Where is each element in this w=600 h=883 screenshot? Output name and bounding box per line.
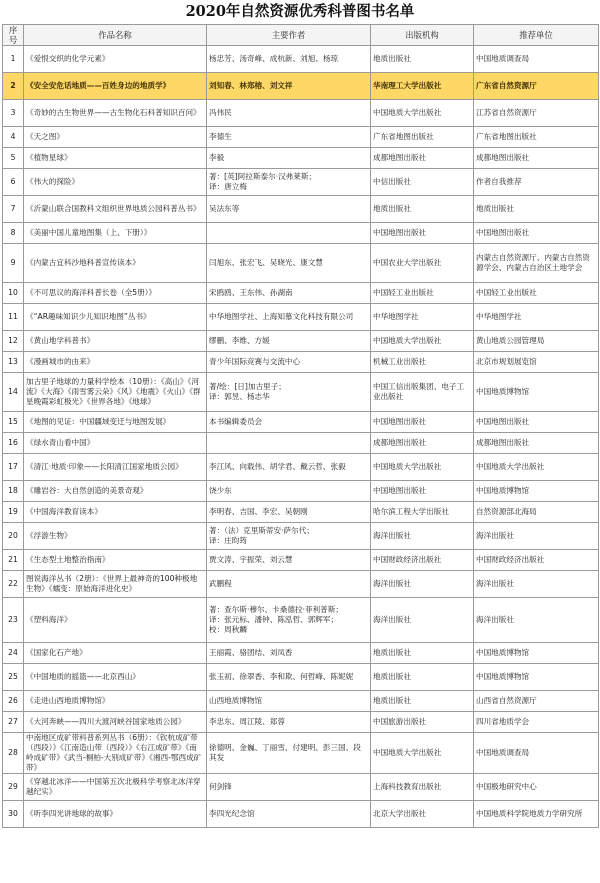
cell-recommender: 中国地质调查局 [474,46,599,73]
cell-publisher: 海洋出版社 [371,571,474,598]
table-row [3,502,599,523]
table-row [3,433,599,454]
cell-title: 《浮游生物》 [24,523,207,550]
cell-author: 吴法东等 [207,196,371,223]
cell-author: 著：查尔斯·穆尔、卡桑德拉·菲利普斯； 译：张元标、潘钟、陈泓哲、郭辉军； 校：周秋麟 [207,598,371,643]
table-row [3,331,599,352]
cell-author: 张玉初、徐翠香、李和欺、何哲峰、陈妮妮 [207,664,371,691]
cell-index: 3 [3,100,24,127]
cell-title: 图说海洋丛书（2册）：《世界上最神奇的100种极地生物》《蠕变：原始海洋进化史》 [24,571,207,598]
table-row [3,100,599,127]
cell-publisher: 中国财政经济出版社 [371,550,474,571]
cell-author: 中华地图学社、上海知慕文化科技有限公司 [207,304,371,331]
cell-author: 饶少东 [207,481,371,502]
cell-title: 《穿越北冰洋——中国第五次北极科学考察北冰洋穿越纪实》 [24,774,207,801]
cell-recommender: 中国地质博物馆 [474,643,599,664]
table-row [3,774,599,801]
cell-publisher: 机械工业出版社 [371,352,474,373]
cell-publisher: 地质出版社 [371,691,474,712]
table-row [3,571,599,598]
cell-publisher: 北京大学出版社 [371,801,474,828]
cell-recommender: 中国地质博物馆 [474,373,599,412]
table-row [3,46,599,73]
cell-title: 《漫画城市的由来》 [24,352,207,373]
table-row [3,244,599,283]
cell-author: 刘知春、林郑榕、刘文祥 [207,73,371,100]
cell-recommender: 中国地质大学出版社 [474,454,599,481]
cell-author [207,223,371,244]
cell-publisher: 中国轻工业出版社 [371,283,474,304]
cell-title: 《生态型土地整治指南》 [24,550,207,571]
cell-index: 4 [3,127,24,148]
cell-recommender: 四川省地质学会 [474,712,599,733]
table-row [3,304,599,331]
table-body [3,46,599,828]
cell-publisher: 海洋出版社 [371,598,474,643]
cell-publisher: 中国地质大学出版社 [371,331,474,352]
cell-recommender: 成都地图出版社 [474,148,599,169]
cell-index: 23 [3,598,24,643]
cell-author: 闫旭东、张宏飞、吴晓光、康文慧 [207,244,371,283]
cell-publisher: 海洋出版社 [371,523,474,550]
cell-title: 《植物星球》 [24,148,207,169]
cell-recommender: 中国地图出版社 [474,412,599,433]
table-row [3,223,599,244]
cell-author: 本书编辑委员会 [207,412,371,433]
cell-index: 6 [3,169,24,196]
cell-author [207,433,371,454]
cell-publisher: 中华地图学社 [371,304,474,331]
cell-publisher: 广东省地图出版社 [371,127,474,148]
cell-publisher: 成都地图出版社 [371,148,474,169]
table-row [3,196,599,223]
cell-recommender: 江苏省自然资源厅 [474,100,599,127]
cell-publisher: 中国地质大学出版社 [371,733,474,774]
table-row [3,712,599,733]
cell-index: 27 [3,712,24,733]
cell-index: 16 [3,433,24,454]
cell-author: 山西地质博物馆 [207,691,371,712]
cell-index: 24 [3,643,24,664]
cell-author: 李德生 [207,127,371,148]
table-row [3,481,599,502]
cell-title: 《奇妙的古生物世界——古生物化石科普知识百问》 [24,100,207,127]
cell-title: 《国家化石产地》 [24,643,207,664]
cell-title: 《中国地质的摇篮——北京西山》 [24,664,207,691]
cell-index: 2 [3,73,24,100]
cell-author: 李四光纪念馆 [207,801,371,828]
cell-index: 29 [3,774,24,801]
cell-recommender: 黄山地质公园管理局 [474,331,599,352]
cell-title: 《黄山地学科普书》 [24,331,207,352]
cell-author: 徐德明、金巍、丁丽雪、付建明、彭三国、段其发 [207,733,371,774]
cell-publisher: 地质出版社 [371,664,474,691]
cell-publisher: 哈尔滨工程大学出版社 [371,502,474,523]
cell-title: 《安全安危话地质——百姓身边的地质学》 [24,73,207,100]
cell-index: 20 [3,523,24,550]
cell-publisher: 中国地质大学出版社 [371,100,474,127]
table-row [3,127,599,148]
cell-title: 《大河奔峡——四川大渡河峡谷国家地质公园》 [24,712,207,733]
table-row [3,73,599,100]
cell-index: 18 [3,481,24,502]
cell-publisher: 中国工信出版集团、电子工业出版社 [371,373,474,412]
table-row [3,733,599,774]
cell-recommender: 中国地质科学院地质力学研究所 [474,801,599,828]
cell-recommender: 成都地图出版社 [474,433,599,454]
cell-index: 26 [3,691,24,712]
header-publisher: 出版机构 [371,25,474,46]
cell-recommender: 海洋出版社 [474,598,599,643]
table-header-row [3,25,599,46]
cell-publisher: 成都地图出版社 [371,433,474,454]
cell-index: 21 [3,550,24,571]
cell-author: 著：[英]阿拉斯泰尔·汉弗莱斯； 译：唐立梅 [207,169,371,196]
cell-publisher: 中国地图出版社 [371,481,474,502]
cell-title: 中南地区成矿带科普系列丛书（6册）：《钦杭成矿带（西段）》《江南造山带（西段）》《右江成矿带》《南岭成矿带》《武当-桐柏-大别成矿带》《湘西-鄂西成矿带》 [24,733,207,774]
cell-index: 5 [3,148,24,169]
cell-recommender: 自然资源部北海局 [474,502,599,523]
cell-title: 《走进山西地质博物馆》 [24,691,207,712]
table-row [3,664,599,691]
cell-recommender: 内蒙古自然资源厅、内蒙古自然资源学会、内蒙古自治区土地学会 [474,244,599,283]
table-row [3,352,599,373]
cell-author: 杨忠芳、汤奇峰、成杭新、刘旭、杨琼 [207,46,371,73]
cell-recommender: 广东省自然资源厅 [474,73,599,100]
cell-index: 19 [3,502,24,523]
cell-title: 《地图的见证：中国疆域变迁与地图发展》 [24,412,207,433]
table-row [3,598,599,643]
cell-index: 7 [3,196,24,223]
cell-title: 《美丽中国儿童地图集（上、下册）》 [24,223,207,244]
table-row [3,801,599,828]
cell-index: 14 [3,373,24,412]
table-row [3,454,599,481]
cell-title: 加古里子地球的力量科学绘本（10册）：《高山》《河流》《大海》《雨雪雾云朵》《风》《地震》《火山》《群星晚霞彩虹极光》《世界各地》《地球》 [24,373,207,412]
cell-title: 《中国海洋教育读本》 [24,502,207,523]
cell-title: 《沂蒙山联合国教科文组织世界地质公园科普丛书》 [24,196,207,223]
header-author: 主要作者 [207,25,371,46]
cell-publisher: 地质出版社 [371,196,474,223]
cell-author: 武鹏程 [207,571,371,598]
cell-index: 12 [3,331,24,352]
cell-author: 李毅 [207,148,371,169]
cell-author: 王丽霞、骆团结、刘凤香 [207,643,371,664]
cell-index: 8 [3,223,24,244]
header-title: 作品名称 [24,25,207,46]
cell-recommender: 中国地质博物馆 [474,481,599,502]
cell-index: 9 [3,244,24,283]
cell-title: 《清江·地质·印象——长阳清江国家地质公园》 [24,454,207,481]
cell-author: 著/绘：[日]加古里子； 译：郭昱、杨志华 [207,373,371,412]
table-row [3,373,599,412]
cell-index: 30 [3,801,24,828]
cell-index: 11 [3,304,24,331]
table-row [3,412,599,433]
cell-recommender: 中国地图出版社 [474,223,599,244]
cell-index: 22 [3,571,24,598]
cell-publisher: 地质出版社 [371,643,474,664]
cell-author: 宋鸥鸥、王东伟、孙湖南 [207,283,371,304]
cell-index: 28 [3,733,24,774]
cell-index: 17 [3,454,24,481]
cell-title: 《伟大的探险》 [24,169,207,196]
cell-recommender: 中国地质调查局 [474,733,599,774]
cell-index: 15 [3,412,24,433]
cell-author: 李明春、吉国、李宏、吴朝刚 [207,502,371,523]
table-row [3,148,599,169]
table-row [3,283,599,304]
cell-index: 1 [3,46,24,73]
cell-publisher: 中国地图出版社 [371,412,474,433]
cell-publisher: 中国旅游出版社 [371,712,474,733]
book-list-table [2,24,599,828]
cell-recommender: 海洋出版社 [474,523,599,550]
cell-publisher: 中信出版社 [371,169,474,196]
cell-publisher: 中国地质大学出版社 [371,454,474,481]
cell-index: 10 [3,283,24,304]
cell-author: 冯伟民 [207,100,371,127]
cell-title: 《听李四光讲地球的故事》 [24,801,207,828]
page-title: 2020年自然资源优秀科普图书名单 [185,3,415,20]
cell-title: 《雕岩谷：大自然创造的美景奇观》 [24,481,207,502]
cell-publisher: 上海科技教育出版社 [371,774,474,801]
cell-author: 何剑锋 [207,774,371,801]
cell-recommender: 作者自我推荐 [474,169,599,196]
header-index: 序号 [3,25,24,46]
cell-title: 《天之图》 [24,127,207,148]
cell-recommender: 山西省自然资源厅 [474,691,599,712]
cell-author: 缪鹏、李维、方媛 [207,331,371,352]
cell-author: 贾文涛、宇振荣、刘云慧 [207,550,371,571]
cell-author: 青少年国际竞赛与交流中心 [207,352,371,373]
cell-recommender: 地质出版社 [474,196,599,223]
cell-publisher: 中国地图出版社 [371,223,474,244]
table-row [3,643,599,664]
cell-index: 25 [3,664,24,691]
cell-recommender: 海洋出版社 [474,571,599,598]
cell-title: 《内蒙古宜科沙地科普宣传读本》 [24,244,207,283]
cell-recommender: 中国财政经济出版社 [474,550,599,571]
table-row [3,169,599,196]
cell-author: 李江风、向载伟、胡学君、戴云哲、张毅 [207,454,371,481]
cell-recommender: 中国地质博物馆 [474,664,599,691]
cell-recommender: 北京市规划展览馆 [474,352,599,373]
cell-publisher: 华南理工大学出版社 [371,73,474,100]
cell-recommender: 中国极地研究中心 [474,774,599,801]
cell-title: 《“AR趣味知识少儿知识地图”丛书》 [24,304,207,331]
cell-title: 《不可思议的海洋科普长卷（全5册）》 [24,283,207,304]
header-recommender: 推荐单位 [474,25,599,46]
cell-publisher: 中国农业大学出版社 [371,244,474,283]
cell-index: 13 [3,352,24,373]
cell-title: 《塑料海洋》 [24,598,207,643]
cell-recommender: 广东省地图出版社 [474,127,599,148]
cell-publisher: 地质出版社 [371,46,474,73]
cell-author: 李忠东、周江陵、郑蓉 [207,712,371,733]
table-row [3,523,599,550]
cell-author: 著：（法）克里斯蒂安·萨尔代； 译：庄昀筠 [207,523,371,550]
table-row [3,550,599,571]
cell-title: 《爱恨交织的化学元素》 [24,46,207,73]
cell-title: 《绿水青山看中国》 [24,433,207,454]
cell-recommender: 中华地图学社 [474,304,599,331]
cell-recommender: 中国轻工业出版社 [474,283,599,304]
table-row [3,691,599,712]
